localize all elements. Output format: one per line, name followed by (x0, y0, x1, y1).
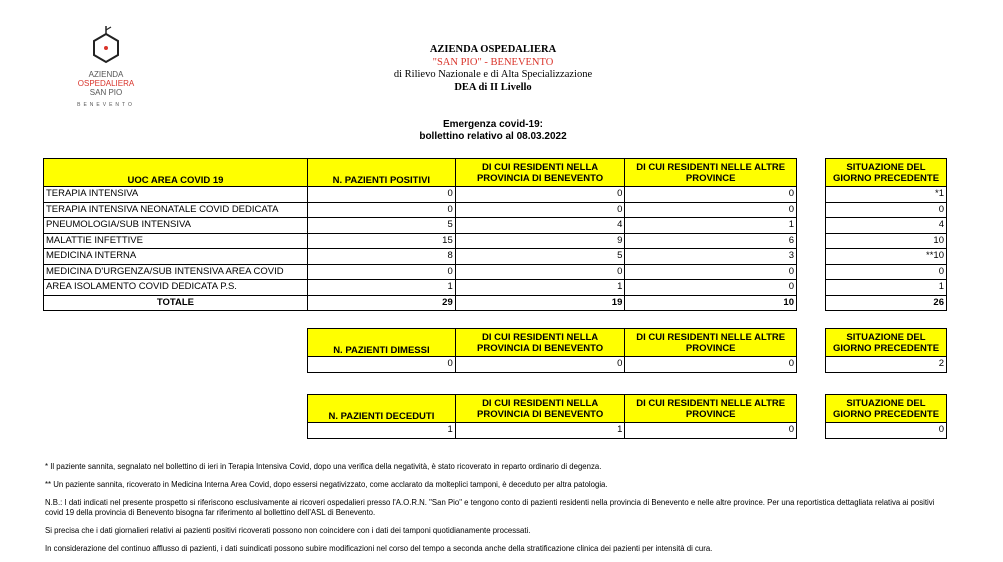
dimessi-bn-value: 0 (455, 357, 625, 373)
residenti-altre-value: 0 (625, 280, 797, 296)
deceduti-prev-value: 0 (826, 423, 947, 439)
col-positivi: N. PAZIENTI POSITIVI (307, 159, 455, 187)
table-row (44, 280, 797, 296)
dimessi-prev-row (826, 357, 947, 373)
total-row (44, 295, 797, 311)
residenti-bn-value: 9 (455, 233, 625, 249)
table-row (44, 202, 797, 218)
col-residenti-bn: DI CUI RESIDENTI NELLA PROVINCIA DI BENEVENTO (455, 159, 625, 187)
residenti-altre-value: 0 (625, 202, 797, 218)
residenti-altre-value: 3 (625, 249, 797, 265)
row-label: MALATTIE INFETTIVE (44, 233, 308, 249)
col-deceduti-altre: DI CUI RESIDENTI NELLE ALTRE PROVINCE (625, 395, 797, 423)
prev-day-value: 0 (826, 264, 947, 280)
header-line1: AZIENDA OSPEDALIERA (429, 44, 557, 55)
residenti-bn-value: 5 (455, 249, 625, 265)
dimessi-header-row (308, 329, 797, 357)
prev-day-value: 4 (826, 218, 947, 234)
dimessi-row (308, 357, 797, 373)
row-label: MEDICINA D'URGENZA/SUB INTENSIVA AREA COVID (44, 264, 308, 280)
row-label: PNEUMOLOGIA/SUB INTENSIVA (44, 218, 308, 234)
residenti-bn-value: 0 (455, 202, 625, 218)
table-row (44, 233, 797, 249)
positivi-value: 0 (307, 264, 455, 280)
prev-day-header-row (826, 159, 947, 187)
prev-row (826, 233, 947, 249)
deceduti-value: 1 (308, 423, 456, 439)
col-deceduti: N. PAZIENTI DECEDUTI (308, 395, 456, 423)
dimessi-prev-header-row (826, 329, 947, 357)
logo-line1: AZIENDA (88, 70, 124, 79)
residenti-bn-value: 1 (455, 280, 625, 296)
hospital-logo (66, 24, 146, 112)
prev-day-value: 0 (826, 202, 947, 218)
bulletin-title (343, 119, 643, 143)
prev-row (826, 218, 947, 234)
note-4: Si precisa che i dati giornalieri relativi ai pazienti positivi ricoverati possono non coincidere con i dati dei tamponi quotidianamente processati. (45, 526, 531, 535)
residenti-altre-value: 10 (625, 295, 797, 311)
deceduti-table (307, 394, 797, 439)
bulletin-date: bollettino relativo al 08.03.2022 (419, 131, 567, 142)
positivi-value: 5 (307, 218, 455, 234)
positivi-value: 0 (307, 202, 455, 218)
dimessi-value: 0 (308, 357, 456, 373)
document-header (343, 44, 643, 94)
note-nb: N.B.: I dati indicati nel presente prospetto si riferiscono esclusivamente ai ricoveri ospedalieri presso l'A.O.R.N. "San Pio" e tengono conto di pazienti residenti nella provincia di Benevento e nelle altre province. Per una reportistica dettagliata relativa ai positivi covid 19 della provincia di Benevento bisogna far riferimento al bollettino dell'ASL di Benevento. (45, 498, 935, 517)
positivi-value: 15 (307, 233, 455, 249)
deceduti-prev-header-row (826, 395, 947, 423)
table-row (44, 187, 797, 203)
table-row (44, 249, 797, 265)
prev-day-value: 26 (826, 295, 947, 311)
header-line4: DEA di II Livello (454, 81, 532, 93)
row-label: AREA ISOLAMENTO COVID DEDICATA P.S. (44, 280, 308, 296)
deceduti-altre-value: 0 (625, 423, 797, 439)
note-1: * Il paziente sannita, segnalato nel bollettino di ieri in Terapia Intensiva Covid, dopo una verifica della negatività, è stato ricoverato in reparto ordinario di degenza. (45, 462, 602, 471)
note-5: In considerazione del continuo afflusso di pazienti, i dati suindicati possono subire modificazioni nel corso del tempo a seconda anche della stratificazione clinica dei pazienti per intensità di cura. (45, 544, 713, 553)
hexagon-logo-icon (86, 24, 126, 68)
residenti-bn-value: 0 (455, 187, 625, 203)
covid-area-header-row (44, 159, 797, 187)
prev-day-value: *1 (826, 187, 947, 203)
logo-line2: OSPEDALIERA (77, 79, 135, 88)
covid-area-table (43, 158, 797, 311)
bulletin-title-line1: Emergenza covid-19: (442, 119, 544, 130)
deceduti-bn-value: 1 (455, 423, 625, 439)
residenti-altre-value: 0 (625, 187, 797, 203)
positivi-value: 29 (307, 295, 455, 311)
prev-row (826, 202, 947, 218)
total-label: TOTALE (44, 295, 308, 311)
col-dimessi-altre: DI CUI RESIDENTI NELLE ALTRE PROVINCE (625, 329, 797, 357)
logo-line4: BENEVENTO (77, 102, 135, 108)
residenti-altre-value: 0 (625, 264, 797, 280)
notes-section (45, 462, 945, 562)
prev-day-value: **10 (826, 249, 947, 265)
dimessi-altre-value: 0 (625, 357, 797, 373)
prev-day-value: 1 (826, 280, 947, 296)
prev-row (826, 249, 947, 265)
row-label: MEDICINA INTERNA (44, 249, 308, 265)
row-label: TERAPIA INTENSIVA NEONATALE COVID DEDICATA (44, 202, 308, 218)
positivi-value: 0 (307, 187, 455, 203)
deceduti-prev-row (826, 423, 947, 439)
col-deceduti-prev: SITUAZIONE DEL GIORNO PRECEDENTE (826, 395, 947, 423)
dimessi-table (307, 328, 797, 373)
table-row (44, 218, 797, 234)
positivi-value: 1 (307, 280, 455, 296)
prev-row (826, 187, 947, 203)
prev-day-value: 10 (826, 233, 947, 249)
row-label: TERAPIA INTENSIVA (44, 187, 308, 203)
col-dimessi-bn: DI CUI RESIDENTI NELLA PROVINCIA DI BENEVENTO (455, 329, 625, 357)
prev-row (826, 280, 947, 296)
residenti-bn-value: 0 (455, 264, 625, 280)
dimessi-prev-table (825, 328, 947, 373)
table-row (44, 264, 797, 280)
header-line3: di Rilievo Nazionale e di Alta Specializzazione (393, 69, 593, 80)
dimessi-prev-value: 2 (826, 357, 947, 373)
prev-total-row (826, 295, 947, 311)
col-residenti-altre: DI CUI RESIDENTI NELLE ALTRE PROVINCE (625, 159, 797, 187)
residenti-bn-value: 4 (455, 218, 625, 234)
residenti-altre-value: 6 (625, 233, 797, 249)
deceduti-header-row (308, 395, 797, 423)
logo-line3: SAN PIO (89, 88, 123, 97)
col-dimessi-prev: SITUAZIONE DEL GIORNO PRECEDENTE (826, 329, 947, 357)
col-prev-day: SITUAZIONE DEL GIORNO PRECEDENTE (826, 159, 947, 187)
positivi-value: 8 (307, 249, 455, 265)
prev-row (826, 264, 947, 280)
col-uoc-area: UOC AREA COVID 19 (44, 159, 308, 187)
residenti-altre-value: 1 (625, 218, 797, 234)
prev-day-table (825, 158, 947, 311)
deceduti-row (308, 423, 797, 439)
deceduti-prev-table (825, 394, 947, 439)
header-line2: "SAN PIO" - BENEVENTO (432, 56, 554, 68)
col-deceduti-bn: DI CUI RESIDENTI NELLA PROVINCIA DI BENEVENTO (455, 395, 625, 423)
residenti-bn-value: 19 (455, 295, 625, 311)
col-dimessi: N. PAZIENTI DIMESSI (308, 329, 456, 357)
note-2: ** Un paziente sannita, ricoverato in Medicina Interna Area Covid, dopo essersi negativizzato, come acclarato da molteplici tamponi, è deceduto per altra patologia. (45, 480, 608, 489)
